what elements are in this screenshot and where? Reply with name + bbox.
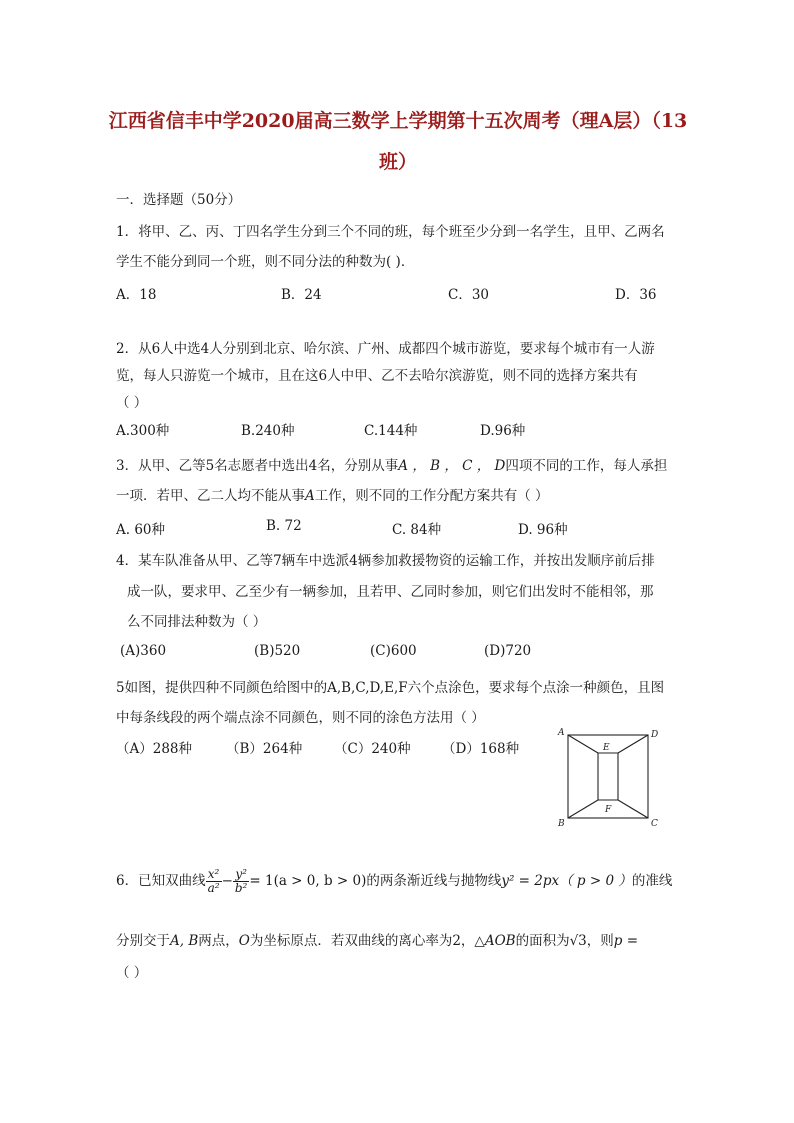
q6-line2-d: 的面积为 [515, 933, 570, 949]
q6-line2-b: 两点， [198, 933, 239, 949]
q1-option-a: A．18 [116, 287, 157, 303]
figure-edge-d-e [618, 735, 648, 753]
q6-minus: − [221, 873, 233, 889]
q2-option-b: B.240种 [241, 423, 295, 439]
q2-text-line-2: 览，每人只游览一个城市，且在这6人中甲、乙不去哈尔滨游览，则不同的选择方案共有 [116, 368, 638, 384]
q2-option-d: D.96种 [480, 423, 526, 439]
q3-line2-var: A [305, 488, 315, 504]
q6-text-line-3: （ ） [116, 965, 148, 981]
q5-option-b: （B）264种 [226, 741, 303, 757]
q3-line1-vars: A ， B ， C ， D [398, 458, 506, 474]
q6-points: A, B [170, 933, 199, 949]
figure-label-e: E [603, 743, 610, 753]
section-heading: 一．选择题（50分） [116, 192, 242, 208]
q5-text-line-1: 5如图，提供四种不同颜色给图中的A,B,C,D,E,F六个点涂色，要求每个点涂一种颜色，且图 [116, 680, 665, 696]
q6-fraction-x-denominator: a² [207, 881, 220, 895]
q6-fraction-y-numerator: y² [233, 868, 250, 882]
q4-option-d: (D)720 [484, 643, 532, 659]
q6-line2-c: 为坐标原点．若双曲线的离心率为2，△ [249, 933, 485, 949]
q6-tail: 的准线 [631, 873, 673, 889]
q6-fraction-x-numerator: x² [206, 868, 222, 882]
q3-line2-text-b: 工作，则不同的工作分配方案共有（ ） [314, 488, 549, 504]
q5-option-a: （A）288种 [116, 741, 193, 757]
q6-origin: O [238, 933, 250, 949]
figure-label-f: F [605, 805, 612, 815]
q6-line2-a: 分别交于 [116, 933, 170, 949]
q4-option-c: (C)600 [370, 643, 417, 659]
q6-sqrt: √3 [569, 933, 587, 949]
q3-line1-text-a: 3．从甲、乙等5名志愿者中选出4名，分别从事 [116, 458, 399, 474]
figure-label-c: C [651, 819, 658, 829]
q3-option-c: C. 84种 [392, 522, 442, 538]
q6-fraction-y [233, 868, 250, 895]
q6-prefix: 6．已知双曲线 [116, 873, 206, 889]
q3-line1-text-b: 四项不同的工作，每人承担 [505, 458, 668, 474]
q6-mid-text: 的两条渐近线与抛物线 [366, 873, 502, 889]
q3-text-line-2 [116, 484, 549, 504]
q5-option-d: （D）168种 [442, 741, 520, 757]
q6-text-line-2 [116, 929, 638, 949]
figure-label-a: A [558, 728, 565, 738]
q1-text-line-1: 1．将甲、乙、丙、丁四名学生分到三个不同的班，每个班至少分到一名学生，且甲、乙两名 [116, 224, 665, 240]
figure-edge-a-e [568, 735, 598, 753]
q3-option-d: D. 96种 [518, 522, 568, 538]
q6-fraction-x [206, 868, 222, 895]
q6-p: p [613, 933, 623, 949]
q3-option-a: A. 60种 [116, 522, 166, 538]
q5-option-c: （C）240种 [334, 741, 411, 757]
q3-option-b: B. 72 [266, 518, 302, 534]
q4-option-b: (B)520 [254, 643, 301, 659]
q2-text-line-3: （ ） [116, 395, 148, 411]
figure-label-b: B [558, 819, 565, 829]
q1-option-d: D．36 [615, 287, 657, 303]
q6-condition: （ p > 0 ） [559, 873, 632, 889]
q5-text-line-2: 中每条线段的两个端点涂不同颜色，则不同的涂色方法用（ ） [116, 710, 485, 726]
q1-option-b: B．24 [281, 287, 322, 303]
figure-edge-c-f [618, 800, 648, 818]
q4-text-line-3: 么不同排法种数为（ ） [127, 614, 267, 630]
q4-text-line-2: 成一队，要求甲、乙至少有一辆参加，且若甲、乙同时参加，则它们出发时不能相邻，那 [127, 584, 654, 600]
page-title-line-2: 班） [378, 151, 417, 173]
q2-text-line-1: 2．从6人中选4人分别到北京、哈尔滨、广州、成都四个城市游览，要求每个城市有一人游 [116, 341, 655, 357]
q6-equation: = 1(a > 0, b > 0) [249, 873, 367, 889]
q3-text-line-1 [116, 454, 667, 474]
q6-parabola: y² = 2px [501, 873, 560, 889]
q4-option-a: (A)360 [120, 643, 167, 659]
q5-coloring-figure [553, 725, 663, 830]
q3-line2-text-a: 一项．若甲、乙二人均不能从事 [116, 488, 305, 504]
q6-line2-f: = [622, 933, 639, 949]
q6-fraction-y-denominator: b² [234, 881, 248, 895]
figure-edge-b-f [568, 800, 598, 818]
q2-option-c: C.144种 [364, 423, 418, 439]
q1-option-c: C．30 [448, 287, 490, 303]
q2-option-a: A.300种 [116, 423, 170, 439]
q1-text-line-2: 学生不能分到同一个班，则不同分法的种数为( )． [116, 254, 415, 270]
q4-text-line-1: 4．某车队准备从甲、乙等7辆车中选派4辆参加救援物资的运输工作，并按出发顺序前后排 [116, 553, 655, 569]
figure-label-d: D [651, 730, 659, 740]
page-title-line-1: 江西省信丰中学2020届高三数学上学期第十五次周考（理A层）（13 [108, 110, 688, 132]
q6-triangle: AOB [484, 933, 516, 949]
q6-line2-e: ，则 [586, 933, 614, 949]
q6-text-line-1 [116, 868, 672, 895]
